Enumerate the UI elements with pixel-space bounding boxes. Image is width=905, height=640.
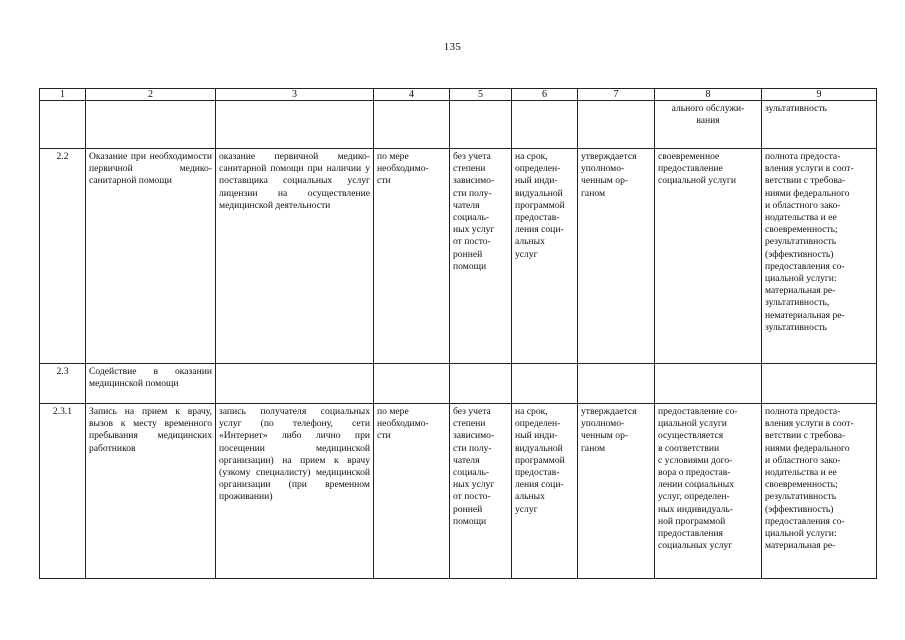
table-cell [374, 101, 450, 149]
period-cell: на срок, определен- ный инди- видуальной программой предостав- ления соци- альных услуг [512, 149, 578, 364]
row-number: 2.2 [40, 149, 86, 364]
table-row-2-3 [40, 364, 877, 404]
table-row-2-3-1 [40, 404, 877, 579]
table-cell [450, 364, 512, 404]
indicators-cell: полнота предоста- вления услуги в соот- ветствии с требова- ниями федерального и областного зако- нодательства и ее своевременность; результативность (эффективность) предоставления со- циальной услуги: материальная ре- зультативность, нематериальная ре- зультативность [762, 149, 877, 364]
column-header: 1 [40, 89, 86, 101]
column-header: 2 [86, 89, 216, 101]
table-cell [450, 101, 512, 149]
service-description-cell: запись получателя социальных услуг (по телефону, сети «Интернет» либо лично при посещении медицинской организации) на прием к врачу (узкому специалисту) медицинской организации (при временном проживании) [216, 404, 374, 579]
column-header: 6 [512, 89, 578, 101]
service-name-cell: Содействие в оказании медицинской помощи [86, 364, 216, 404]
column-header: 4 [374, 89, 450, 101]
norm-cell: по мере необходимо- сти [374, 404, 450, 579]
period-cell: на срок, определен- ный инди- видуальной программой предостав- ления соци- альных услуг [512, 404, 578, 579]
services-table [39, 88, 877, 579]
indicators-cell: полнота предоста- вления услуги в соот- ветствии с требова- ниями федерального и областного зако- нодательства и ее своевременность; результативность (эффективность) предоставления со- циальной услуги: материальная ре- [762, 404, 877, 579]
conditions-cell: своевременное предоставление социальной услуги [655, 149, 762, 364]
service-description-cell: оказание первичной медико-санитарной помощи при наличии у поставщика социальных услуг лицензии на осуществление медицинской деятельности [216, 149, 374, 364]
table-cell [762, 364, 877, 404]
row-number: 2.3.1 [40, 404, 86, 579]
table-cell [374, 364, 450, 404]
service-name-cell: Запись на прием к врачу, вызов к месту временного пребывания медицинских работников [86, 404, 216, 579]
table-cell [512, 364, 578, 404]
table-cell [655, 364, 762, 404]
table-cell [578, 101, 655, 149]
column-header: 5 [450, 89, 512, 101]
norm-cell: по мере необходимо- сти [374, 149, 450, 364]
table-row-2-2 [40, 149, 877, 364]
indicators-cell: зультативность [762, 101, 877, 149]
column-header: 8 [655, 89, 762, 101]
service-name-cell: Оказание при необходимости первичной медико-санитарной помощи [86, 149, 216, 364]
rate-cell: без учета степени зависимо- сти полу- чателя социаль- ных услуг от посто- ронней помощи [450, 149, 512, 364]
table-cell [512, 101, 578, 149]
column-header: 9 [762, 89, 877, 101]
continuation-row [40, 101, 877, 149]
column-header: 3 [216, 89, 374, 101]
table-cell [216, 364, 374, 404]
table-cell [578, 364, 655, 404]
price-cell: утверждается уполномо- ченным ор- ганом [578, 149, 655, 364]
conditions-cell: предоставление со- циальной услуги осуществляется в соответствии с условиями дого- вора о предостав- лении социальных услуг, определен- ных индивидуаль- ной программой предоставления социальных услуг [655, 404, 762, 579]
rate-cell: без учета степени зависимо- сти полу- чателя социаль- ных услуг от посто- ронней помощи [450, 404, 512, 579]
table-cell [86, 101, 216, 149]
row-number: 2.3 [40, 364, 86, 404]
column-number-row [40, 89, 877, 101]
table-cell [40, 101, 86, 149]
conditions-cell: ального обслужи- вания [655, 101, 762, 149]
price-cell: утверждается уполномо- ченным ор- ганом [578, 404, 655, 579]
column-header: 7 [578, 89, 655, 101]
table-cell [216, 101, 374, 149]
page-number: 135 [443, 41, 462, 53]
